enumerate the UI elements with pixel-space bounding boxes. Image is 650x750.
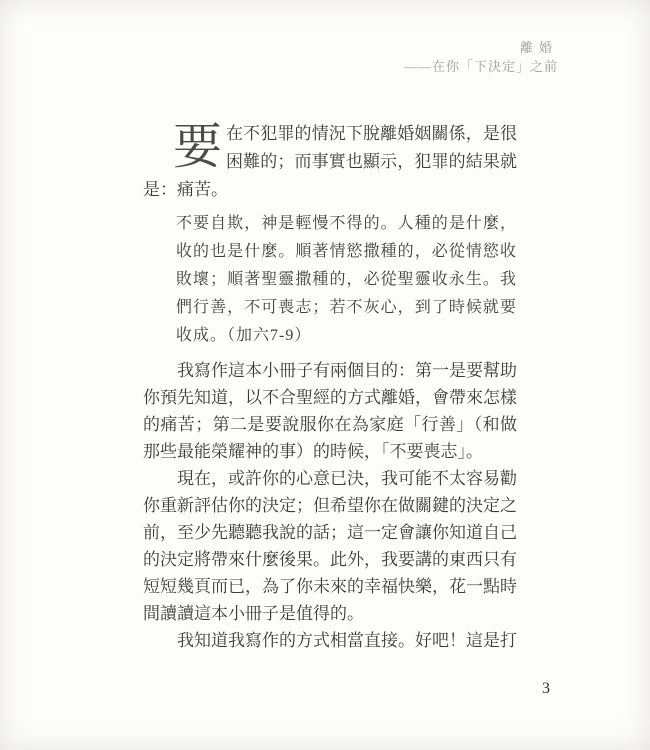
scripture-quote-text: 不要自欺，神是輕慢不得的。人種的是什麼，收的也是什麼。順著情慾撒種的，必從情慾收敗壞；順著聖靈撒種的，必從聖靈收永生。我們行善，不可喪志；若不灰心，到了時候就要收成。 — [176, 215, 517, 344]
book-subtitle: ——在你「下決定」之前 — [403, 59, 558, 74]
book-title: 離婚 — [519, 40, 558, 55]
page-number: 3 — [542, 680, 550, 697]
scripture-reference: （加六7-9） — [227, 327, 312, 344]
drop-cap: 要 — [173, 119, 223, 174]
body-paragraph-1: 我寫作這本小冊子有兩個目的：第一是要幫助你預先知道，以不合聖經的方式離婚，會帶來怎樣的痛苦；第二是要說服你在為家庭「行善」（和做那些最能榮耀神的事）的時候，「不要喪志」。 — [143, 361, 517, 461]
page-content — [143, 120, 517, 654]
scripture-quote — [176, 210, 517, 350]
body-paragraph-2: 現在，或許你的心意已決，我可能不太容易勸你重新評估你的決定；但希望你在做關鍵的決定之前，至少先聽聽我說的話；這一定會讓你知道自己的決定將帶來什麼後果。此外，我要講的東西只有短短幾頁而已，為了你未來的幸福快樂，花一點時間讀讀這本小冊子是值得的。 — [143, 469, 517, 623]
running-header — [404, 40, 558, 75]
opening-paragraph-text: 在不犯罪的情況下脫離婚姻關係，是很困難的；而事實也顯示，犯罪的結果就是：痛苦。 — [143, 124, 517, 199]
opening-paragraph — [143, 120, 517, 204]
body-paragraph-3: 我知道我寫作的方式相當直接。好吧！這是打 — [177, 631, 517, 650]
